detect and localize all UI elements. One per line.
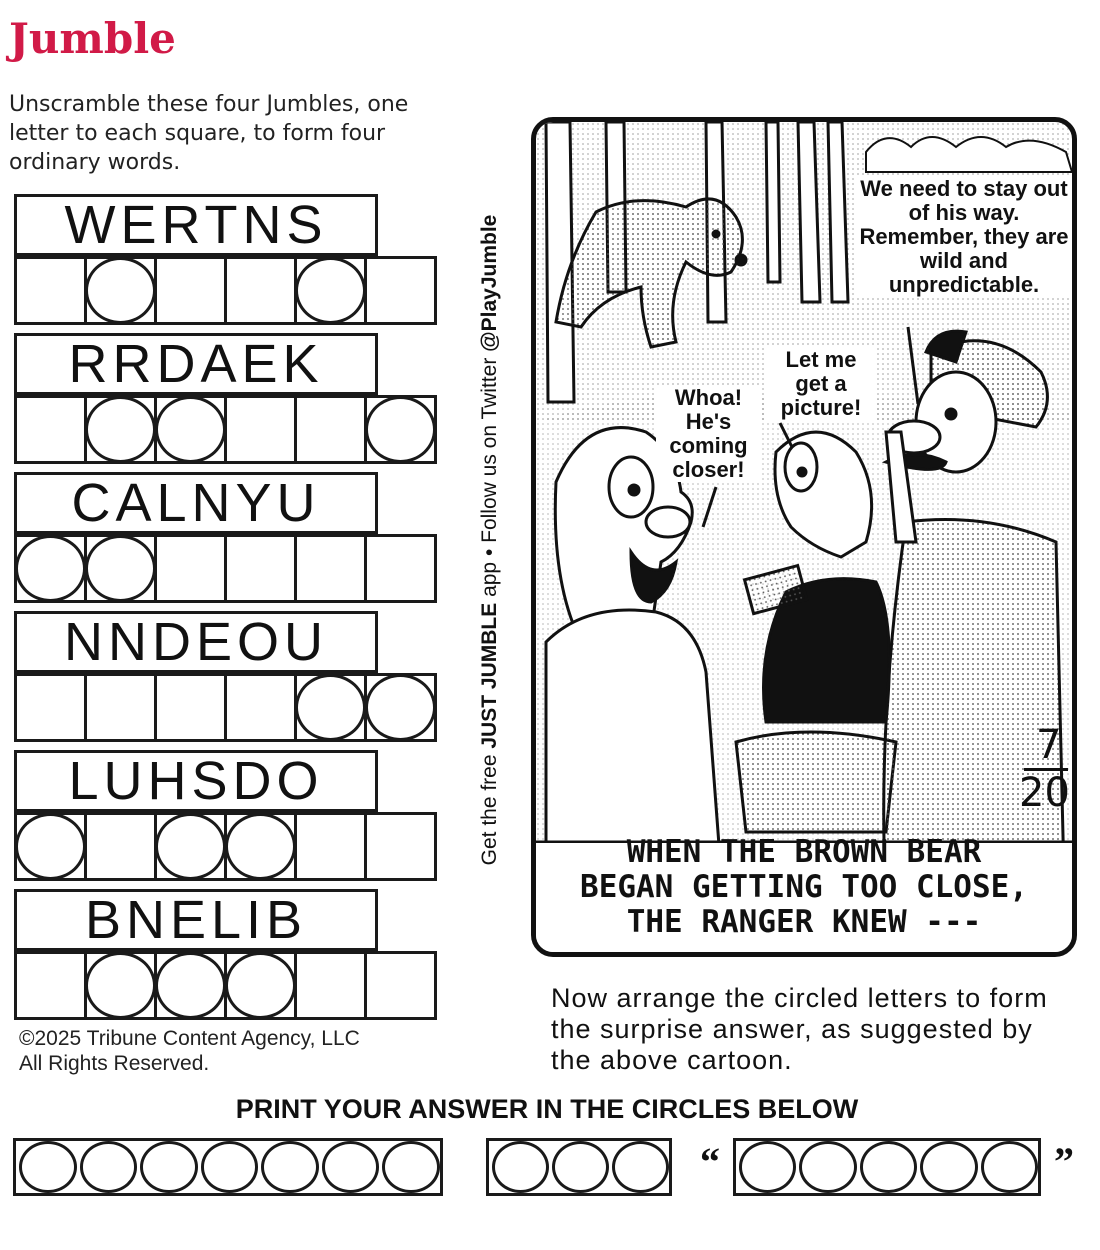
date-day: 20 [1019,770,1070,816]
circled-letter-marker [295,674,366,741]
scrambled-letters: WERTNS [14,194,378,256]
answer-circle[interactable] [981,1141,1038,1193]
letter-square[interactable] [84,534,157,603]
circled-letter-marker [85,257,156,324]
copyright-notice [19,1026,360,1076]
letter-square[interactable] [364,395,437,464]
letter-square[interactable] [294,673,367,742]
letter-square[interactable] [14,812,87,881]
promo-sidebar [472,170,508,910]
answer-squares [14,673,454,742]
letter-square[interactable] [84,673,157,742]
arrange-instructions: Now arrange the circled letters to form the surprise answer, as suggested by the above cartoon. [551,983,1048,1075]
jumble-word-1 [14,194,454,325]
answer-squares [14,951,454,1020]
answer-circle[interactable] [552,1141,609,1193]
answer-circle[interactable] [382,1141,440,1193]
circled-letter-marker [365,396,436,463]
scrambled-letters: NNDEOU [14,611,378,673]
letter-square[interactable] [294,395,367,464]
letter-square[interactable] [154,951,227,1020]
jumble-word-6 [14,889,454,1020]
man-speech-bubble: Whoa! He's coming closer! [656,386,761,482]
letter-square[interactable] [294,534,367,603]
promo-handle[interactable]: @PlayJumble [478,214,501,352]
promo-text [478,215,502,866]
letter-square[interactable] [84,951,157,1020]
open-quote: “ [700,1139,720,1184]
answer-circle[interactable] [799,1141,856,1193]
letter-square[interactable] [14,534,87,603]
letter-square[interactable] [84,256,157,325]
date-month: 7 [1036,722,1062,768]
caption-line: BEGAN GETTING TOO CLOSE, [580,869,1028,905]
letter-square[interactable] [364,256,437,325]
answer-circle[interactable] [261,1141,319,1193]
letter-square[interactable] [224,395,297,464]
letter-square[interactable] [84,395,157,464]
page-title: Jumble [9,14,176,63]
letter-square[interactable] [364,534,437,603]
scrambled-letters: LUHSDO [14,750,378,812]
answer-circle[interactable] [322,1141,380,1193]
answer-squares [14,395,454,464]
circled-letter-marker [365,674,436,741]
circled-letter-marker [85,952,156,1019]
jumble-word-4 [14,611,454,742]
cartoon-caption [536,835,1072,940]
letter-square[interactable] [14,951,87,1020]
letter-square[interactable] [294,256,367,325]
letter-square[interactable] [294,812,367,881]
letter-square[interactable] [364,951,437,1020]
letter-square[interactable] [154,395,227,464]
cartoon-panel [531,117,1077,957]
answer-circle[interactable] [140,1141,198,1193]
copyright-line: All Rights Reserved. [19,1052,210,1075]
letter-square[interactable] [224,951,297,1020]
circled-letter-marker [85,396,156,463]
letter-square[interactable] [154,534,227,603]
scrambled-letters: BNELIB [14,889,378,951]
scrambled-letters: RRDAEK [14,333,378,395]
answer-circle[interactable] [612,1141,669,1193]
answer-squares [14,812,454,881]
circled-letter-marker [15,813,86,880]
letter-square[interactable] [14,256,87,325]
circled-letter-marker [225,952,296,1019]
letter-square[interactable] [364,812,437,881]
promo-part2: app • Follow us on Twitter [478,351,501,603]
promo-app-name: JUST JUMBLE [478,602,501,749]
circled-letter-marker [225,813,296,880]
answer-circle[interactable] [492,1141,549,1193]
copyright-line: ©2025 Tribune Content Agency, LLC [19,1027,360,1050]
answer-circle[interactable] [860,1141,917,1193]
circled-letter-marker [155,813,226,880]
answer-word-1 [13,1138,443,1196]
ranger-speech-bubble: We need to stay out of his way. Remember, they are wild and unpredictable. [854,177,1074,297]
woman-speech-bubble: Let me get a picture! [766,348,876,420]
letter-square[interactable] [154,673,227,742]
answer-circle[interactable] [920,1141,977,1193]
answer-prompt: PRINT YOUR ANSWER IN THE CIRCLES BELOW [235,1094,859,1124]
letter-square[interactable] [14,673,87,742]
letter-square[interactable] [84,812,157,881]
caption-line: THE RANGER KNEW --- [626,904,982,940]
letter-square[interactable] [364,673,437,742]
answer-word-3 [733,1138,1041,1196]
letter-square[interactable] [224,534,297,603]
letter-square[interactable] [154,256,227,325]
letter-square[interactable] [224,812,297,881]
caption-line: WHEN THE BROWN BEAR [626,834,982,870]
close-quote: ” [1054,1139,1074,1184]
jumble-word-5 [14,750,454,881]
scrambled-letters: CALNYU [14,472,378,534]
circled-letter-marker [295,257,366,324]
answer-circle[interactable] [201,1141,259,1193]
letter-square[interactable] [294,951,367,1020]
answer-circle[interactable] [19,1141,77,1193]
jumble-word-3 [14,472,454,603]
answer-circle[interactable] [739,1141,796,1193]
answer-squares [14,256,454,325]
circled-letter-marker [15,535,86,602]
jumble-word-2 [14,333,454,464]
circled-letter-marker [155,396,226,463]
letter-square[interactable] [14,395,87,464]
letter-square[interactable] [154,812,227,881]
answer-circle[interactable] [80,1141,138,1193]
answer-word-2 [486,1138,672,1196]
instructions-text: Unscramble these four Jumbles, one letter to each square, to form four ordinary words. [9,92,409,175]
foliage [866,137,1072,172]
answer-squares [14,534,454,603]
letter-square[interactable] [224,256,297,325]
promo-part1: Get the free [478,748,501,866]
circled-letter-marker [85,535,156,602]
circled-letter-marker [155,952,226,1019]
letter-square[interactable] [224,673,297,742]
